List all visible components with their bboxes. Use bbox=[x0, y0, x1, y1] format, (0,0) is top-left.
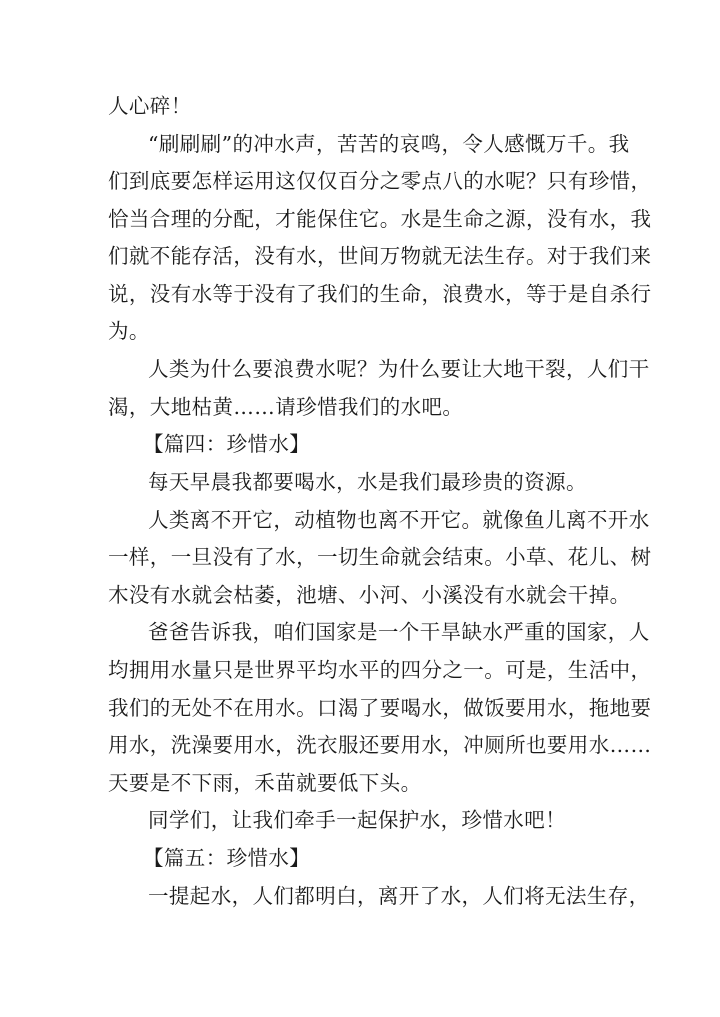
text-line: 天要是不下雨，禾苗就要低下头。 bbox=[108, 771, 422, 795]
paragraph-start: 人类为什么要浪费水呢？为什么要让大地干裂，人们干 bbox=[148, 357, 650, 381]
text-line: 们就不能存活，没有水，世间万物就无法生存。对于我们来 bbox=[108, 244, 652, 268]
paragraph-start: 爸爸告诉我，咱们国家是一个干旱缺水严重的国家，人 bbox=[148, 620, 650, 644]
text-line: 均拥用水量只是世界平均水平的四分之一。可是，生活中， bbox=[108, 658, 652, 682]
text-line: 用水，洗澡要用水，洗衣服还要用水，冲厕所也要用水…… bbox=[108, 733, 652, 757]
paragraph-start: 每天早晨我都要喝水，水是我们最珍贵的资源。 bbox=[148, 470, 587, 494]
text-line: 人心碎！ bbox=[108, 94, 192, 118]
section-heading: 【篇四：珍惜水】 bbox=[143, 432, 311, 456]
paragraph-start: 同学们，让我们牵手一起保护水，珍惜水吧！ bbox=[148, 808, 566, 832]
text-line: 一样，一旦没有了水，一切生命就会结束。小草、花儿、树 bbox=[108, 545, 652, 569]
text-line: 为。 bbox=[108, 319, 150, 343]
text-line: 木没有水就会枯萎，池塘、小河、小溪没有水就会干掉。 bbox=[108, 583, 631, 607]
paragraph-start: 一提起水，人们都明白，离开了水，人们将无法生存， bbox=[148, 884, 650, 908]
text-line: 说，没有水等于没有了我们的生命，浪费水，等于是自杀行 bbox=[108, 282, 652, 306]
text-line: 恰当合理的分配，才能保住它。水是生命之源，没有水，我 bbox=[108, 207, 652, 231]
paragraph-start: “刷刷刷”的冲水声，苦苦的哀鸣，令人感慨万千。我 bbox=[148, 132, 630, 156]
text-line: 渴，大地枯黄……请珍惜我们的水吧。 bbox=[108, 395, 464, 419]
section-heading: 【篇五：珍惜水】 bbox=[143, 846, 311, 870]
paragraph-start: 人类离不开它，动植物也离不开它。就像鱼儿离不开水 bbox=[148, 508, 650, 532]
text-line: 们到底要怎样运用这仅仅百分之零点八的水呢？只有珍惜， bbox=[108, 169, 652, 193]
text-line: 我们的无处不在用水。口渴了要喝水，做饭要用水，拖地要 bbox=[108, 696, 652, 720]
